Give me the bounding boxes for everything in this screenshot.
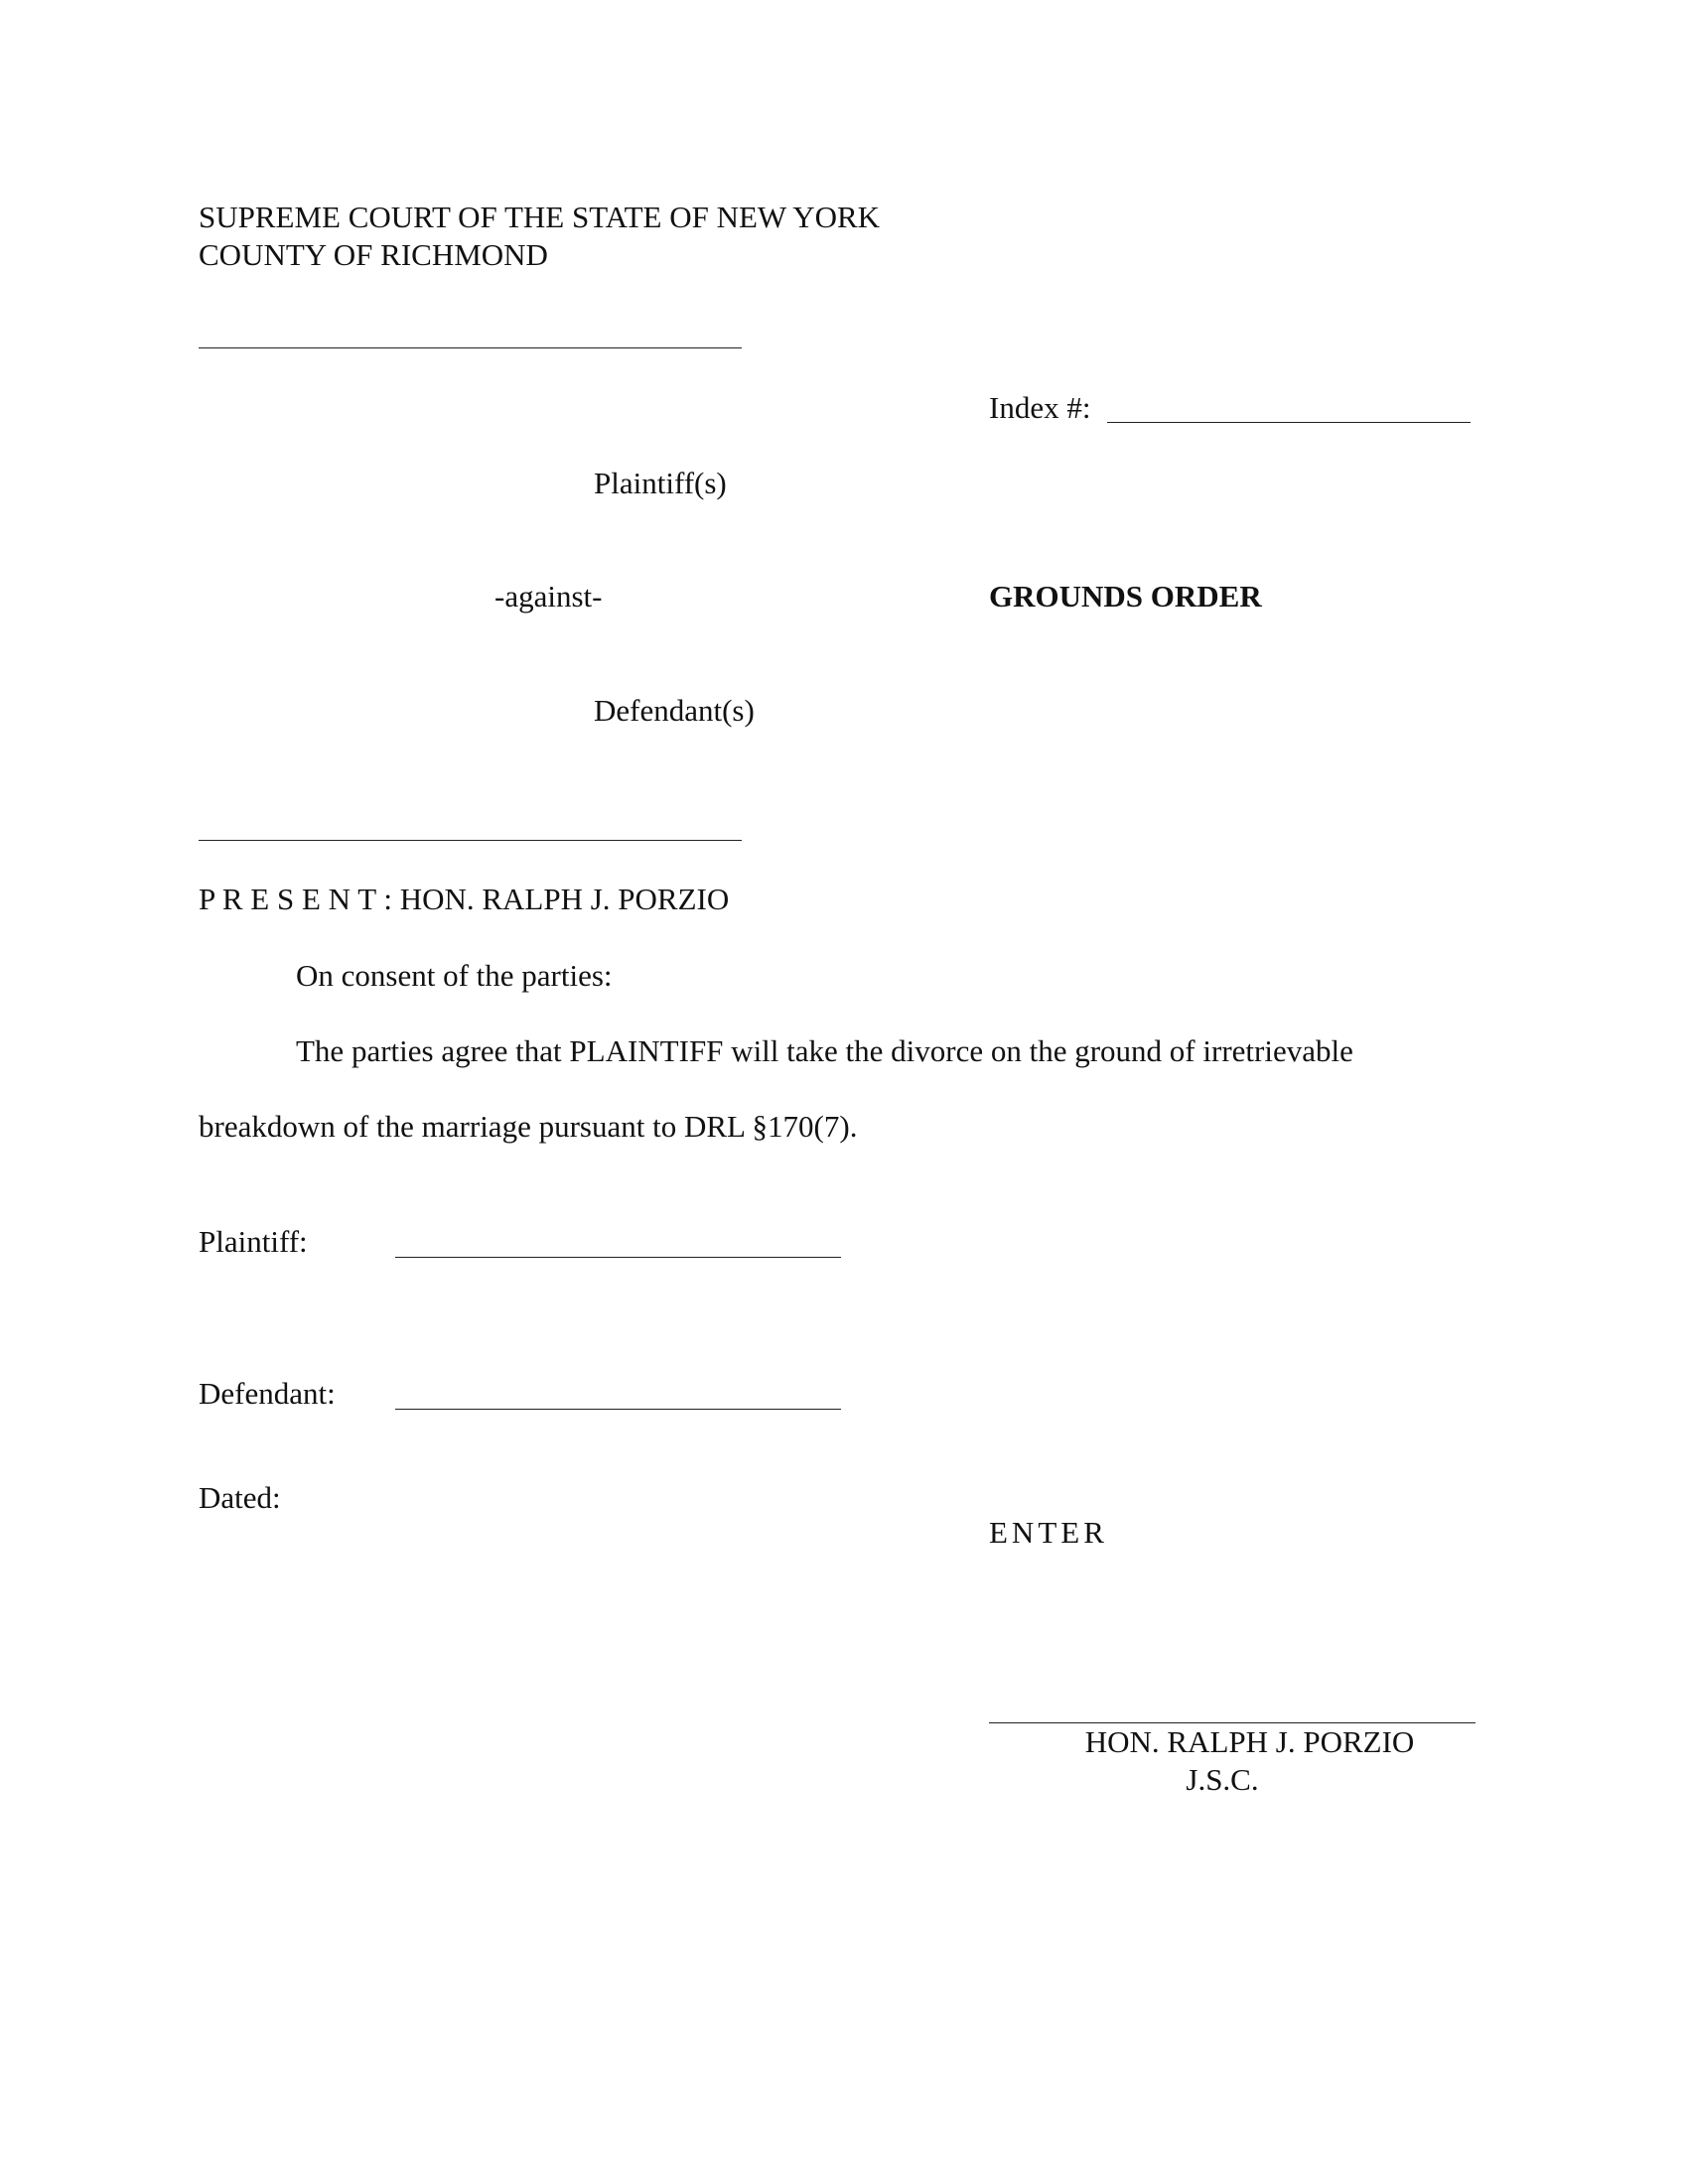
index-number-label: Index #: [989,390,1091,425]
body-text-line-2: breakdown of the marriage pursuant to DRL §170(7). [199,1109,858,1144]
judge-title: J.S.C. [1186,1762,1259,1797]
plaintiff-signature-label: Plaintiff: [199,1224,308,1259]
body-text-line-1: The parties agree that PLAINTIFF will take the divorce on the ground of irretrievable [296,1033,1353,1068]
county-name: COUNTY OF RICHMOND [199,237,548,272]
judge-name: HON. RALPH J. PORZIO [1084,1724,1415,1759]
present-judge-line: P R E S E N T : HON. RALPH J. PORZIO [199,882,730,916]
plaintiff-caption: Plaintiff(s) [594,466,727,500]
document-title: GROUNDS ORDER [989,579,1262,614]
against-label: -against- [494,579,603,614]
enter-label: ENTER [989,1515,1108,1550]
defendant-signature-label: Defendant: [199,1376,336,1411]
defendant-caption: Defendant(s) [594,693,755,728]
dated-label: Dated: [199,1480,281,1515]
consent-line: On consent of the parties: [296,958,613,993]
court-name: SUPREME COURT OF THE STATE OF NEW YORK [199,200,881,234]
caption-bottom-rule [199,840,742,841]
defendant-signature-line [395,1409,841,1410]
caption-top-rule [199,347,742,348]
index-number-line [1107,422,1471,423]
plaintiff-signature-line [395,1257,841,1258]
